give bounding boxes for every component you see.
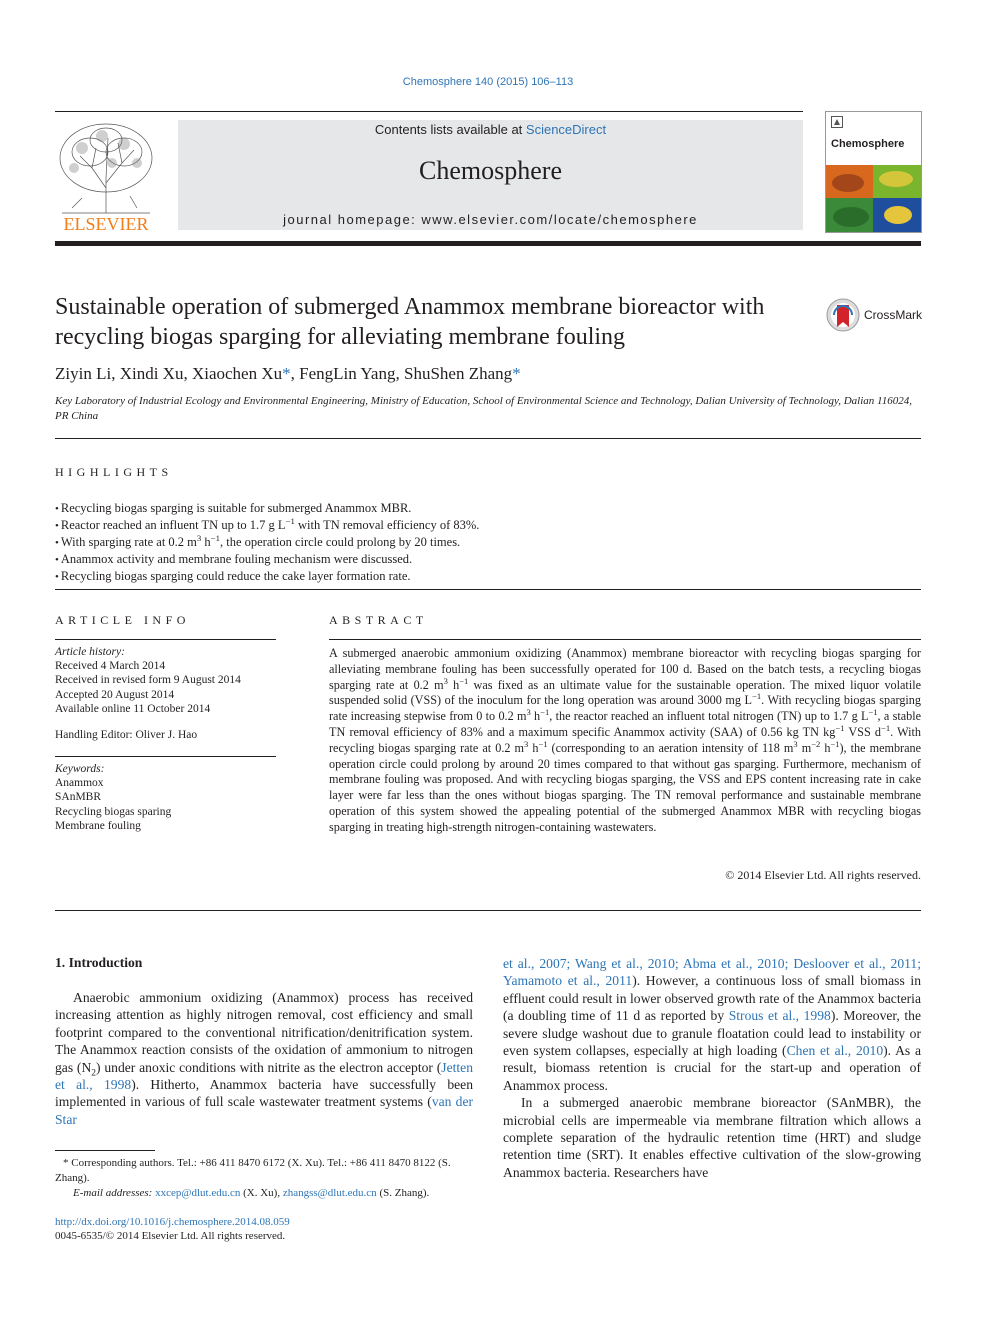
elsevier-wordmark: ELSEVIER	[63, 214, 149, 234]
keyword: Anammox	[55, 777, 104, 790]
sciencedirect-link[interactable]: ScienceDirect	[525, 122, 607, 137]
paragraph: Anaerobic ammonium oxidizing (Anammox) process has received increasing attention as highly nitrogen removal, cost efficiency and small footprint compared to the conventional nitrification/denitrification system. The Anammox reaction consists of the oxidation of ammonium to nitrogen gas $(N_2)$ under anoxic conditions with nitrite as the electron acceptor (Jetten et al., 1998). Hitherto, Anammox bacteria have successfully been implemented in various of full scale wastewater treatment systems (van der Star	[55, 990, 474, 1127]
abstract-copyright: © 2014 Elsevier Ltd. All rights reserved.	[725, 868, 921, 882]
intro-heading: 1. Introduction	[55, 955, 143, 970]
article-title: Sustainable operation of submerged Anammox membrane bioreactor with recycling biogas sparging for alleviating membrane fouling	[55, 294, 765, 350]
cover-title: Chemosphere	[831, 138, 905, 150]
email-owner: (S. Zhang).	[376, 1187, 430, 1199]
crossmark-badge[interactable]	[826, 296, 926, 336]
citation-link[interactable]: Chen et al., 2010	[786, 1043, 884, 1059]
highlights-list	[55, 500, 479, 585]
history-label: Article history:	[55, 646, 125, 658]
citation-link[interactable]: Jetten et al., 1998	[55, 1059, 473, 1093]
citation-link[interactable]: et al., 2007; Wang et al., 2010; Abma et al., 2010; Desloover et al., 2011; Yamamoto et al., 2011	[503, 956, 921, 989]
keywords-rule	[55, 756, 276, 757]
keywords-label: Keywords:	[55, 763, 105, 775]
journal-citation[interactable]: Chemosphere 140 (2015) 106–113	[402, 76, 574, 88]
highlights-heading: HIGHLIGHTS	[55, 465, 173, 479]
cover-image	[826, 165, 921, 232]
section-rule	[55, 589, 921, 590]
author-name[interactable]: Xiaochen Xu	[191, 364, 283, 383]
article-info-rule	[55, 639, 276, 640]
email-owner: (X. Xu),	[240, 1187, 283, 1199]
doi-link[interactable]: http://dx.doi.org/10.1016/j.chemosphere.2014.08.059	[55, 1216, 290, 1228]
corresponding-author-mark[interactable]: *	[282, 364, 291, 383]
crossmark-icon	[826, 297, 860, 333]
abstract-heading: ABSTRACT	[329, 613, 428, 627]
accepted-date: Accepted 20 August 2014	[55, 688, 175, 701]
journal-name: Chemosphere	[419, 156, 562, 185]
issn-line: 0045-6535/© 2014 Elsevier Ltd. All rights reserved.	[55, 1230, 286, 1242]
highlight-item: • Reactor reached an influent TN up to 1.7 g $L^{-1}$ with TN removal efficiency of 83%.	[55, 517, 479, 534]
author-name[interactable]: Ziyin Li	[55, 364, 112, 383]
crossmark-label: CrossMark	[864, 308, 923, 322]
section-rule	[55, 438, 921, 439]
abstract-text: A submerged anaerobic ammonium oxidizing (Anammox) membrane bioreactor with recycling biogas sparging for alleviating membrane fouling has been successfully operated for 100 d. Based on the batch tests, a recycling biogas sparging rate at 0.2 $m^3$ $h^{-1}$ was fixed as an ultimate value for the sustainable operation. The mixed liquor volatile suspended solid (VSS) of the inoculum for the long operation was around 3000 mg $L^{-1}$. With recycling biogas sparging rate increasing stepwise from 0 to 0.2 $m^3$ $h^{-1}$, the reactor reached an influent total nitrogen (TN) up to 1.7 g $L^{-1}$, a stable TN removal efficiency of 83% and a maximum specific Anammox activity (SAA) of 0.56 kg TN $kg^{-1}$ VSS $d^{-1}$. With recycling biogas sparging rate at 0.2 $m^3$ $h^{-1}$ (corresponding to an aeration intensity of 118 $m^3$ $m^{-2}$ $h^{-1}$), the membrane operation circle could prolong by around 20 times compared to that without gas sparging. Furthermore, mechanism of membrane fouling was proposed. And with recycling biogas sparging, the VSS and EPS content increasing rate in cake layer were far less than the ones without biogas sparging. The TN removal performance and sustainable membrane operation of this system showed the appealing potential of the submerged Anammox MBR with recycling biogas sparging in treating high-strength nitrogen-containing wastewaters.	[329, 646, 922, 834]
keyword: Membrane fouling	[55, 819, 141, 832]
keywords	[55, 762, 171, 833]
author-name[interactable]: Xindi Xu	[119, 364, 184, 383]
email-label: E-mail addresses:	[73, 1187, 153, 1199]
corresponding-author-mark[interactable]: *	[512, 364, 521, 383]
citation-link[interactable]: van der Star	[55, 1094, 474, 1127]
paragraph: In a submerged anaerobic membrane bioreactor (SAnMBR), the microbial cells are impermeable via membrane filtration which allows a complete separation of the hydraulic retention time (HRT) and sludge retention time (SRT). It enables effective cultivation of the slow-growing Anammox bacteria. Researchers have	[503, 1095, 921, 1180]
highlight-item: • With sparging rate at 0.2 $m^3$ $h^{-1}$, the operation circle could prolong by 20 times.	[55, 534, 479, 551]
article-history	[55, 645, 241, 716]
contents-line	[178, 122, 803, 137]
abstract-rule	[329, 639, 921, 640]
email-link[interactable]: zhangss@dlut.edu.cn	[282, 1187, 377, 1199]
header-rule	[55, 111, 803, 112]
highlight-item: • Recycling biogas sparging is suitable for submerged Anammox MBR.	[55, 500, 479, 517]
citation-link[interactable]: Strous et al., 1998	[728, 1008, 831, 1024]
journal-cover	[825, 111, 922, 233]
body-column-right	[503, 955, 921, 1181]
keyword: Recycling biogas sparing	[55, 805, 172, 818]
author-name[interactable]: FengLin Yang	[299, 364, 396, 383]
highlight-item: • Anammox activity and membrane fouling mechanism were discussed.	[55, 551, 479, 568]
mini-logo-icon	[831, 116, 843, 128]
email-link[interactable]: xxcep@dlut.edu.cn	[155, 1187, 241, 1199]
highlight-item: • Recycling biogas sparging could reduce the cake layer formation rate.	[55, 568, 479, 585]
elsevier-logo	[52, 118, 160, 236]
header-thick-rule	[55, 241, 921, 246]
article-info-heading: ARTICLE INFO	[55, 613, 190, 627]
journal-banner	[178, 120, 803, 230]
author-list: Ziyin Li, Xindi Xu, Xiaochen Xu*, FengLin Yang, ShuShen Zhang*	[55, 364, 521, 383]
section-rule	[55, 910, 921, 911]
handling-editor: Handling Editor: Oliver J. Hao	[55, 729, 198, 741]
received-date: Received 4 March 2014	[55, 660, 166, 673]
author-name[interactable]: ShuShen Zhang	[403, 364, 513, 383]
journal-homepage[interactable]: journal homepage: www.elsevier.com/locate/chemosphere	[283, 212, 698, 227]
keyword: SAnMBR	[55, 791, 102, 804]
online-date: Available online 11 October 2014	[55, 702, 211, 715]
footnote	[55, 1156, 473, 1201]
paragraph: et al., 2007; Wang et al., 2010; Abma et al., 2010; Desloover et al., 2011; Yamamoto et al., 2011). However, a continuous loss of small biomass in effluent could result in lower observed growth rate of the Anammox bacteria (a doubling time of 11 d as reported by Strous et al., 1998). Moreover, the severe sludge washout due to granule floatation could lead to instability or even system collapses, especially at high loading (Chen et al., 2010). As a result, biomass retention is crucial for the start-up and operation of Anammox process.	[503, 956, 921, 1093]
footnote-rule	[55, 1150, 155, 1151]
body-column-left	[55, 989, 473, 1128]
corresponding-note: * Corresponding authors. Tel.: +86 411 8470 6172 (X. Xu). Tel.: +86 411 8470 8122 (S. Zhang).	[55, 1157, 451, 1184]
contents-prefix: Contents lists available at	[374, 122, 526, 137]
affiliation: Key Laboratory of Industrial Ecology and Environmental Engineering, Ministry of Education, School of Environmental Science and Technology, Dalian University of Technology, Dalian 116024, PR China	[55, 395, 912, 422]
revised-date: Received in revised form 9 August 2014	[55, 674, 241, 687]
